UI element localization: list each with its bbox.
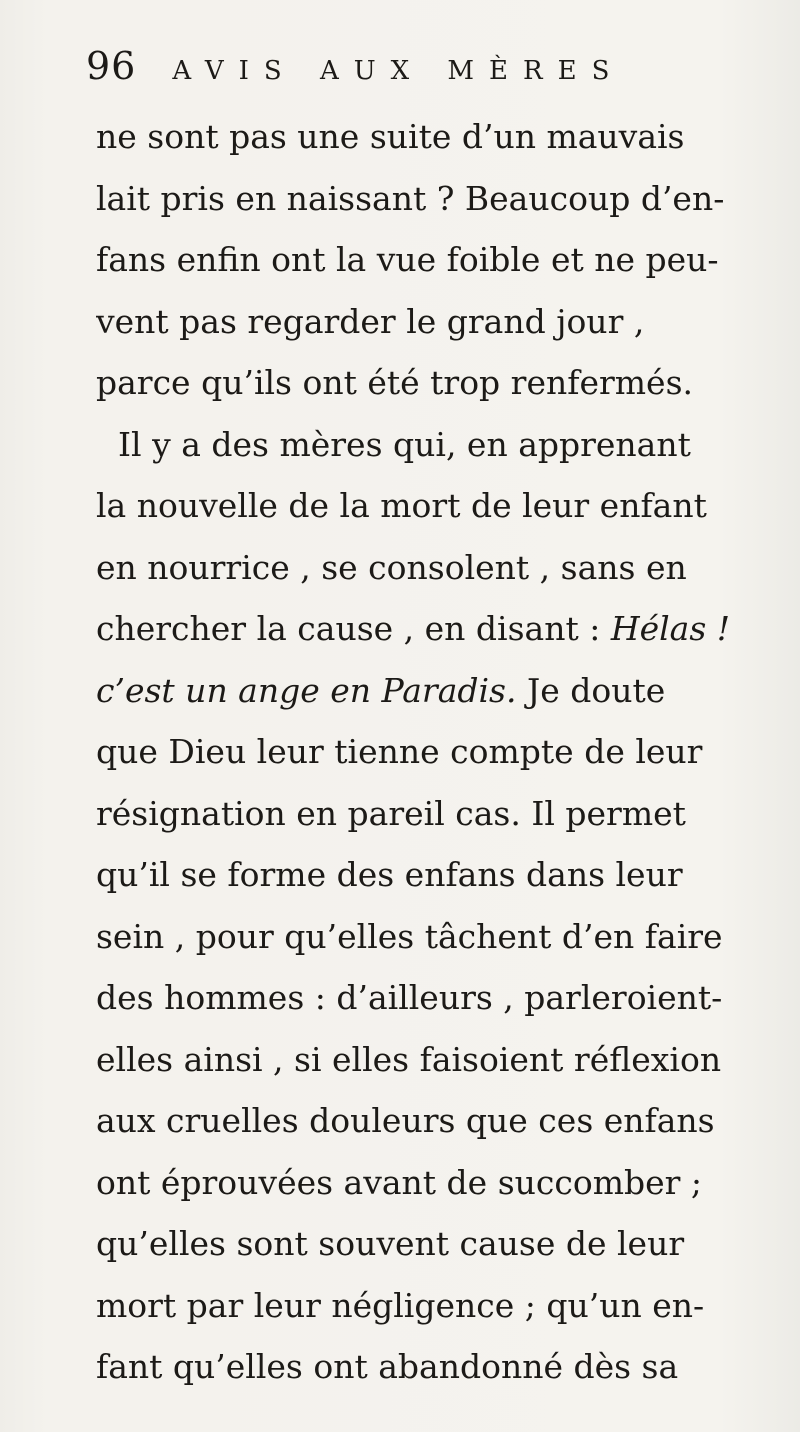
page-header (86, 44, 624, 104)
text-line: aux cruelles douleurs que ces enfans (96, 1101, 715, 1140)
text-line: que Dieu leur tienne compte de leur (96, 732, 703, 771)
text-line: ne sont pas une suite d’un mauvais (96, 117, 685, 156)
text-line: des hommes : d’ailleurs , parleroient- (96, 978, 723, 1017)
text-line (96, 660, 786, 722)
paragraph-start-line: Il y a des mères qui, en apprenant (118, 424, 691, 464)
text-run: chercher la cause , en disant : (96, 609, 611, 648)
text-line: sein , pour qu’elles tâchent d’en faire (96, 916, 723, 956)
text-line: parce qu’ils ont été trop renfermés. (96, 363, 693, 402)
text-line: elles ainsi , si elles faisoient réflexion (96, 1039, 722, 1079)
page-number: 96 (86, 44, 137, 88)
text-line: qu’elles sont souvent cause de leur (96, 1224, 685, 1263)
text-line: mort par leur négligence ; qu’un en- (96, 1285, 705, 1325)
italic-quote: c’est un ange en Paradis. (96, 670, 517, 710)
text-line: ont éprouvées avant de succomber ; (96, 1162, 703, 1202)
running-title: AVIS AUX MÈRES (172, 56, 625, 86)
italic-exclamation: Hélas ! (610, 609, 731, 648)
text-line: la nouvelle de la mort de leur enfant (96, 486, 707, 525)
text-line: lait pris en naissant ? Beaucoup d’en- (96, 178, 725, 218)
text-line: vent pas regarder le grand jour , (96, 301, 645, 341)
text-line: qu’il se forme des enfans dans leur (96, 855, 683, 894)
text-line: fans enfin ont la vue foible et ne peu- (96, 240, 719, 279)
text-line: résignation en pareil cas. Il permet (96, 793, 686, 833)
body-text (96, 106, 786, 1398)
text-run: Je doute (516, 670, 666, 710)
text-line: en nourrice , se consolent , sans en (96, 547, 687, 587)
text-line: fant qu’elles ont abandonné dès sa (96, 1347, 679, 1386)
text-line (96, 598, 786, 660)
